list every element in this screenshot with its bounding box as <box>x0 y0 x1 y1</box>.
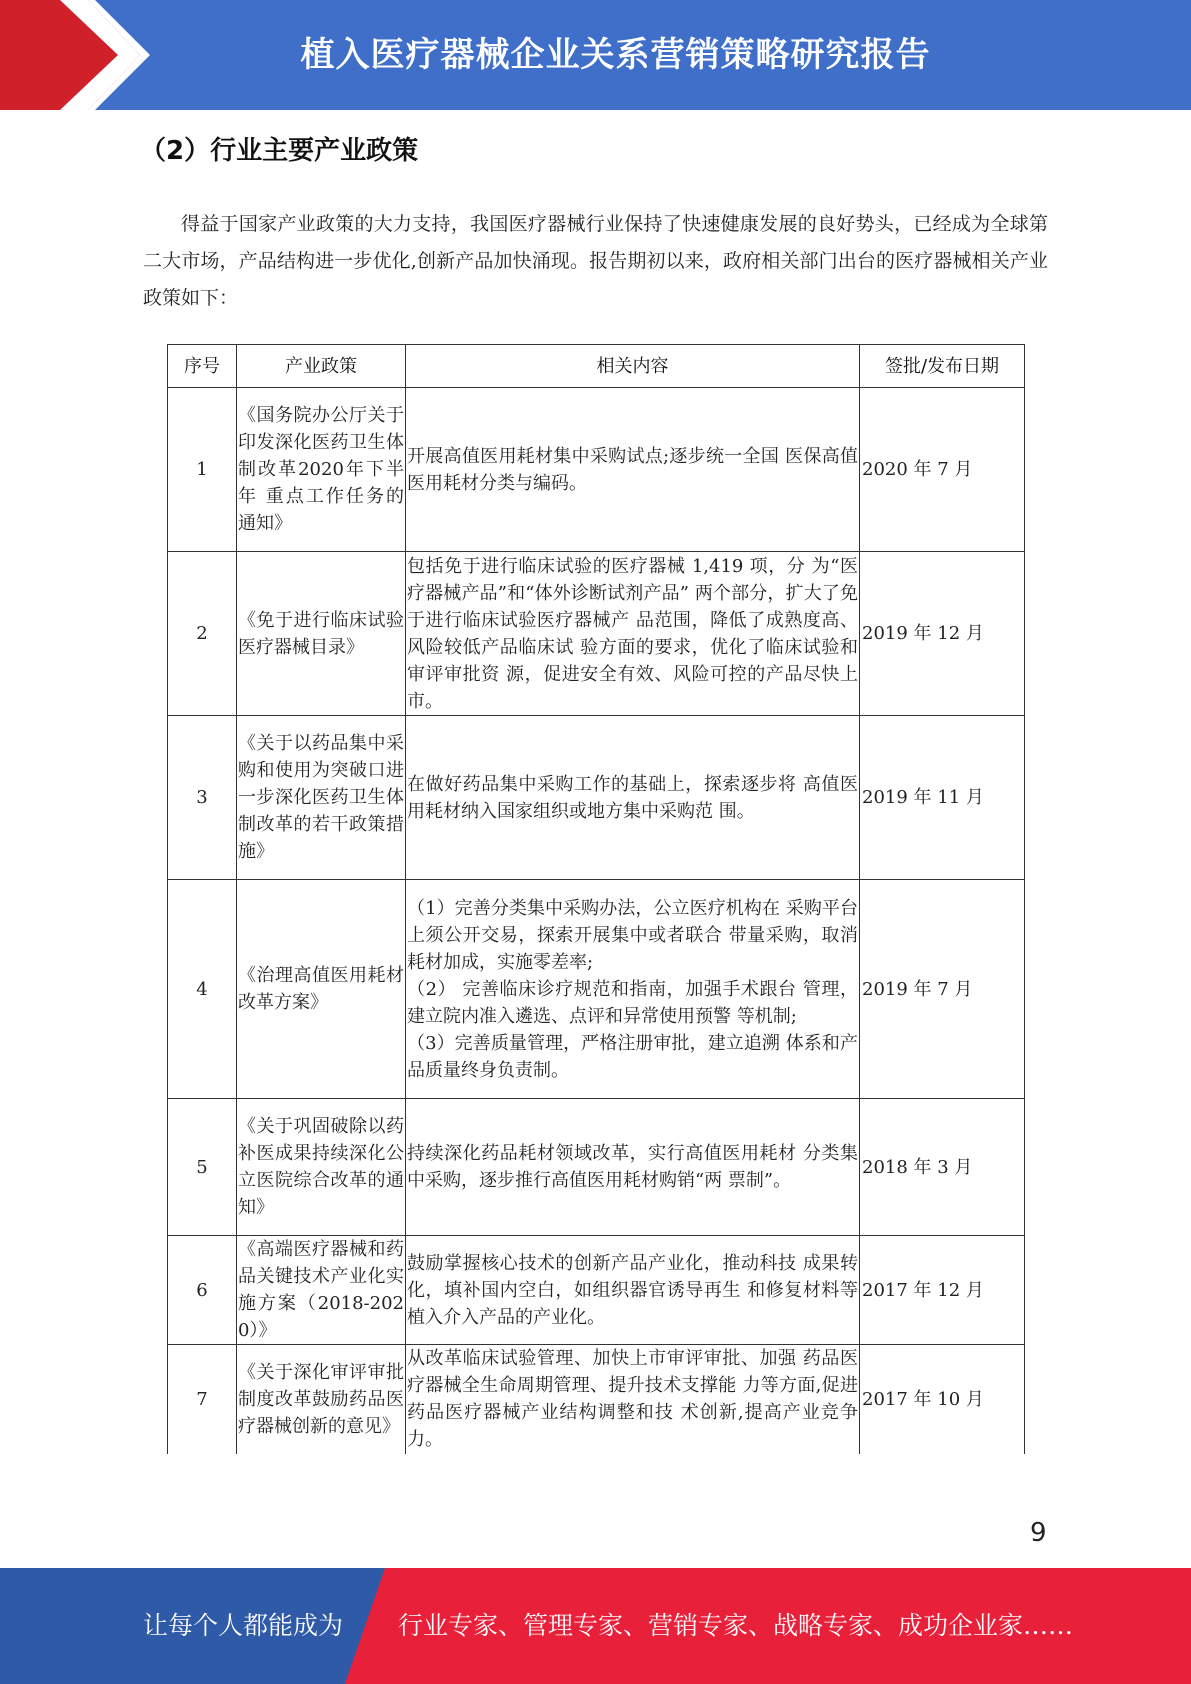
row-number: 2 <box>168 552 237 716</box>
footer-slogan-right: 行业专家、管理专家、营销专家、战略专家、成功企业家…… <box>398 1611 1074 1640</box>
policy-content: 在做好药品集中采购工作的基础上，探索逐步将 高值医用耗材纳入国家组织或地方集中采购范 围。 <box>406 716 860 880</box>
col-header-content: 相关内容 <box>406 345 860 388</box>
footer-slogan-left: 让每个人都能成为 <box>143 1611 344 1640</box>
policy-name: 《关于巩固破除以药补医成果持续深化公立医院综合改革的通 知》 <box>237 1099 406 1236</box>
policy-date: 2017 年 10 月 <box>860 1345 1025 1454</box>
table-row <box>168 552 1025 716</box>
table-header-row <box>168 345 1025 388</box>
table-row <box>168 388 1025 552</box>
policy-date: 2019 年 11 月 <box>860 716 1025 880</box>
policy-table <box>167 344 1025 1454</box>
page-header <box>0 0 1191 110</box>
page-number: 9 <box>1030 1518 1047 1548</box>
policy-name: 《免于进行临床试验医疗器械目录》 <box>237 552 406 716</box>
policy-content: 从改革临床试验管理、加快上市审评审批、加强 药品医疗器械全生命周期管理、提升技术支撑能 力等方面,促进药品医疗器械产业结构调整和技 术创新,提高产业竞争力。 <box>406 1345 860 1454</box>
policy-date: 2017 年 12 月 <box>860 1236 1025 1345</box>
table-row <box>168 1099 1025 1236</box>
policy-date: 2019 年 7 月 <box>860 880 1025 1099</box>
content-line: （2） 完善临床诊疗规范和指南，加强手术跟台 管理，建立院内准入遴选、点评和异常使用预警 等机制; <box>407 978 858 1027</box>
table-row <box>168 880 1025 1099</box>
policy-date: 2018 年 3 月 <box>860 1099 1025 1236</box>
policy-name: 《关于以药品集中采购和使用为突破口进一步深化医药卫生体制改革的若干政策措施》 <box>237 716 406 880</box>
row-number: 7 <box>168 1345 237 1454</box>
policy-content: 鼓励掌握核心技术的创新产品产业化，推动科技 成果转化，填补国内空白，如组织器官诱导再生 和修复材料等植入介入产品的产业化。 <box>406 1236 860 1345</box>
policy-content: 包括免于进行临床试验的医疗器械 1,419 项，分 为“医疗器械产品”和“体外诊断试剂产品” 两个部分，扩大了免于进行临床试验医疗器械产 品范围，降低了成熟度高、风险较低产品临床试 验方面的要求，优化了临床试验和审评审批资 源，促进安全有效、风险可控的产品尽快上市。 <box>406 552 860 716</box>
table-row <box>168 1345 1025 1454</box>
policy-content: 开展高值医用耗材集中采购试点;逐步统一全国 医保高值医用耗材分类与编码。 <box>406 388 860 552</box>
report-title: 植入医疗器械企业关系营销策略研究报告 <box>300 35 931 75</box>
section-heading: （2）行业主要产业政策 <box>140 136 419 166</box>
policy-name: 《国务院办公厅关于印发深化医药卫生体制改革2020年下半年 重点工作任务的 通知》 <box>237 388 406 552</box>
row-number: 4 <box>168 880 237 1099</box>
content-line: （1）完善分类集中采购办法，公立医疗机构在 采购平台上须公开交易，探索开展集中或者联合 带量采购，取消耗材加成，实施零差率; <box>407 897 858 973</box>
col-header-policy: 产业政策 <box>237 345 406 388</box>
policy-name: 《治理高值医用耗材改革方案》 <box>237 880 406 1099</box>
table-row <box>168 716 1025 880</box>
policy-date: 2020 年 7 月 <box>860 388 1025 552</box>
policy-name: 《关于深化审评审批制度改革鼓励药品医疗器械创新的意见》 <box>237 1345 406 1454</box>
col-header-no: 序号 <box>168 345 237 388</box>
page-footer <box>0 1568 1191 1684</box>
policy-date: 2019 年 12 月 <box>860 552 1025 716</box>
intro-paragraph: 得益于国家产业政策的大力支持，我国医疗器械行业保持了快速健康发展的良好势头，已经成为全球第二大市场，产品结构进一步优化,创新产品加快涌现。报告期初以来，政府相关部门出台的医疗器械相关产业政策如下： <box>143 213 1048 309</box>
row-number: 5 <box>168 1099 237 1236</box>
policy-content <box>406 880 860 1099</box>
row-number: 3 <box>168 716 237 880</box>
col-header-date: 签批/发布日期 <box>860 345 1025 388</box>
policy-content: 持续深化药品耗材领域改革，实行高值医用耗材 分类集中采购，逐步推行高值医用耗材购销“两 票制”。 <box>406 1099 860 1236</box>
content-line: （3）完善质量管理，严格注册审批，建立追溯 体系和产品质量终身负责制。 <box>407 1032 858 1081</box>
row-number: 1 <box>168 388 237 552</box>
row-number: 6 <box>168 1236 237 1345</box>
table-row <box>168 1236 1025 1345</box>
policy-name: 《高端医疗器械和药品关键技术产业化实施方案（2018-2020）》 <box>237 1236 406 1345</box>
